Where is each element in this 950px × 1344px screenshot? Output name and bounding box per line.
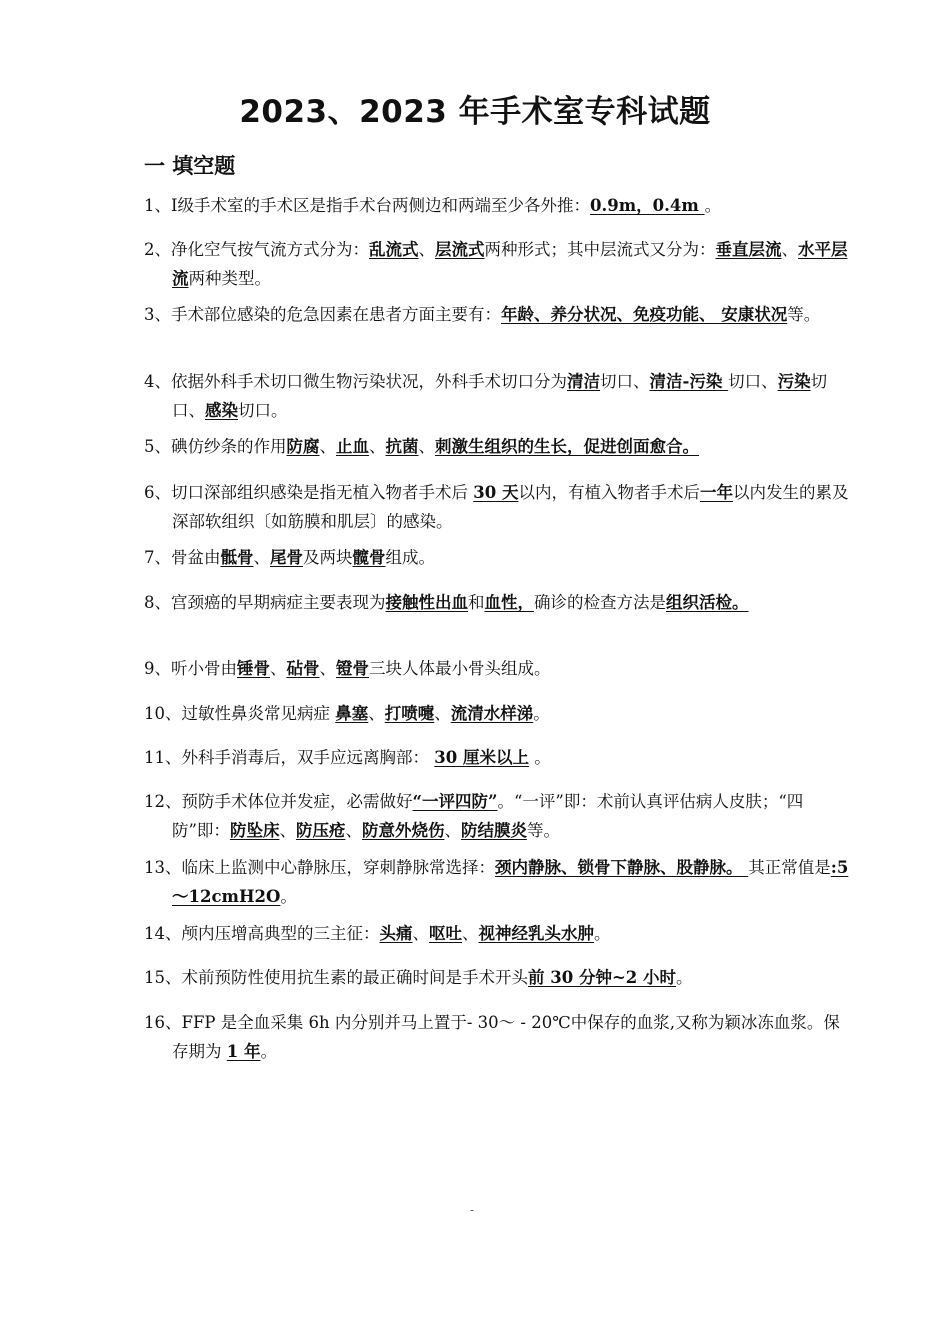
question-12 [144, 787, 852, 845]
answer: 呕吐 [429, 924, 462, 943]
answer: 接触性出血 [385, 593, 468, 612]
question-text: 其正常值是 [748, 858, 831, 877]
answer: 乱流式 [369, 240, 419, 259]
question-text: 、 [270, 659, 287, 678]
question-1 [144, 191, 852, 220]
answer: 尾骨 [270, 548, 303, 567]
question-text: 切口、 [172, 372, 828, 420]
question-text: 三块人体最小骨头组成。 [369, 659, 551, 678]
question-text: 切口、 [728, 372, 778, 391]
answer: 防腐 [286, 437, 320, 456]
question-text: 、 [345, 821, 362, 840]
question-2 [144, 235, 852, 293]
question-text: 9、听小骨由 [144, 659, 237, 678]
question-text: 。“一评”即：术前认真评估病人皮肤；“四防”即： [172, 792, 804, 840]
answer: 防意外烧伤 [361, 821, 445, 840]
answer: :5～12cmH2O [172, 858, 849, 906]
question-text: 、 [253, 548, 270, 567]
question-text: 确诊的检查方法是 [534, 593, 666, 612]
answer: 0.9m，0.4m [590, 196, 705, 215]
question-text: 。 [533, 704, 550, 723]
question-text: 1、Ⅰ级手术室的手术区是指手术台两侧边和两端至少各外推： [144, 196, 591, 215]
answer: 视神经乳头水肿 [478, 924, 594, 943]
question-text: 。 [528, 748, 551, 767]
answer: 锤骨 [237, 659, 270, 678]
question-text: 两种形式；其中层流式又分为： [484, 240, 716, 259]
answer: 刺激生组织的生长，促进创面愈合。 [435, 437, 699, 456]
answer: 垂直层流 [715, 240, 782, 259]
question-text: 及两块 [303, 548, 353, 567]
answer: 颈内静脉、锁骨下静脉、股静脉。 [495, 858, 749, 877]
question-11 [144, 743, 852, 772]
answer: 30 天 [473, 483, 519, 502]
question-5 [144, 432, 852, 461]
question-text: 、 [444, 821, 461, 840]
answer: 年龄、养分状况、免疫功能、 安康状况 [501, 305, 788, 324]
question-9 [144, 654, 852, 683]
question-text: 16、FFP 是全血采集 6h 内分别并马上置于- 30～ - 20℃中保存的血浆,又称为颖冰冻血浆。保存期为 [144, 1013, 840, 1061]
answer: 感染 [205, 401, 238, 420]
question-text: 。 [280, 887, 297, 906]
answer: 污染 [777, 372, 811, 391]
question-text: 、 [279, 821, 296, 840]
question-text: 13、临床上监测中心静脉压，穿刺静脉常选择： [144, 858, 495, 877]
answer: 髋骨 [352, 548, 386, 567]
answer: 组织活检。 [666, 593, 749, 612]
question-text: 。 [704, 196, 722, 215]
question-text: 等。 [787, 305, 821, 324]
answer: 防坠床 [229, 821, 280, 840]
question-text: 。 [594, 924, 611, 943]
answer: 防压疮 [295, 821, 346, 840]
question-text: 以内发生的累及深部软组织〔如筋膜和肌层〕的感染。 [172, 483, 849, 531]
answer: 清洁-污染 [649, 372, 729, 391]
question-text: 4、依据外科手术切口微生物污染状况，外科手术切口分为 [144, 372, 567, 391]
answer: 水平层流 [172, 240, 848, 288]
question-text: 7、骨盆由 [144, 548, 221, 567]
question-text: 、 [319, 659, 336, 678]
answer: 头痛 [379, 924, 413, 943]
answer: 鼻塞 [335, 704, 369, 723]
question-7 [144, 543, 852, 572]
question-text: 、 [418, 240, 435, 259]
answer: 抗菌 [385, 437, 419, 456]
answer: “一评四防” [412, 792, 498, 811]
answer: 骶骨 [220, 548, 254, 567]
answer: 止血 [336, 437, 369, 456]
question-text: 3、手术部位感染的危急因素在患者方面主要有： [144, 305, 501, 324]
question-13 [144, 853, 852, 911]
footer-mark: - [470, 1203, 475, 1217]
question-text: 14、颅内压增高典型的三主征： [144, 924, 380, 943]
question-text: 、 [319, 437, 336, 456]
section-heading: 一 填空题 [144, 154, 236, 178]
question-text: 切口。 [238, 401, 288, 420]
question-text: 、 [462, 924, 479, 943]
question-text: 8、宫颈癌的早期病症主要表现为 [144, 593, 386, 612]
question-16 [144, 1008, 852, 1066]
answer: 1 年 [226, 1042, 261, 1061]
question-15 [144, 963, 852, 992]
question-text: 10、过敏性鼻炎常见病症 [144, 704, 336, 723]
answer: 血性， [484, 593, 534, 612]
question-text: 、 [434, 704, 451, 723]
answer: 镫骨 [336, 659, 369, 678]
question-text: 6、切口深部组织感染是指无植入物者手术后 [144, 483, 474, 502]
question-14 [144, 919, 852, 948]
answer: 30 厘米以上 [434, 748, 529, 767]
answer: 打喷嚏 [384, 704, 435, 723]
question-text: 5、碘仿纱条的作用 [144, 437, 287, 456]
question-text: 、 [369, 437, 386, 456]
question-text: 。 [676, 968, 693, 987]
question-10 [144, 699, 852, 728]
question-text: 组成。 [385, 548, 435, 567]
question-text: 两种类型。 [188, 269, 271, 288]
question-4 [144, 367, 852, 425]
question-text: 12、预防手术体位并发症，必需做好 [144, 792, 413, 811]
question-text: 、 [368, 704, 385, 723]
answer: 前 30 分钟~2 小时 [528, 968, 677, 987]
question-text: 切口、 [600, 372, 650, 391]
question-text: 以内，有植入物者手术后 [518, 483, 700, 502]
answer: 层流式 [435, 240, 485, 259]
question-text: 、 [781, 240, 798, 259]
question-text: 和 [468, 593, 485, 612]
question-3 [144, 300, 852, 329]
question-text: 等。 [526, 821, 560, 840]
question-text: 15、术前预防性使用抗生素的最正确时间是手术开头 [144, 968, 528, 987]
question-text: 2、净化空气按气流方式分为： [144, 240, 369, 259]
answer: 清洁 [567, 372, 600, 391]
question-8 [144, 588, 852, 617]
question-text: 。 [260, 1042, 277, 1061]
page-title: 2023、2023 年手术室专科试题 [239, 94, 711, 130]
question-text: 、 [412, 924, 429, 943]
answer: 防结膜炎 [460, 821, 527, 840]
answer: 一年 [699, 483, 733, 502]
question-6 [144, 478, 852, 536]
question-text: 11、外科手消毒后，双手应远离胸部： [144, 748, 435, 767]
answer: 流清水样涕 [450, 704, 534, 723]
question-text: 、 [418, 437, 435, 456]
answer: 砧骨 [286, 659, 320, 678]
